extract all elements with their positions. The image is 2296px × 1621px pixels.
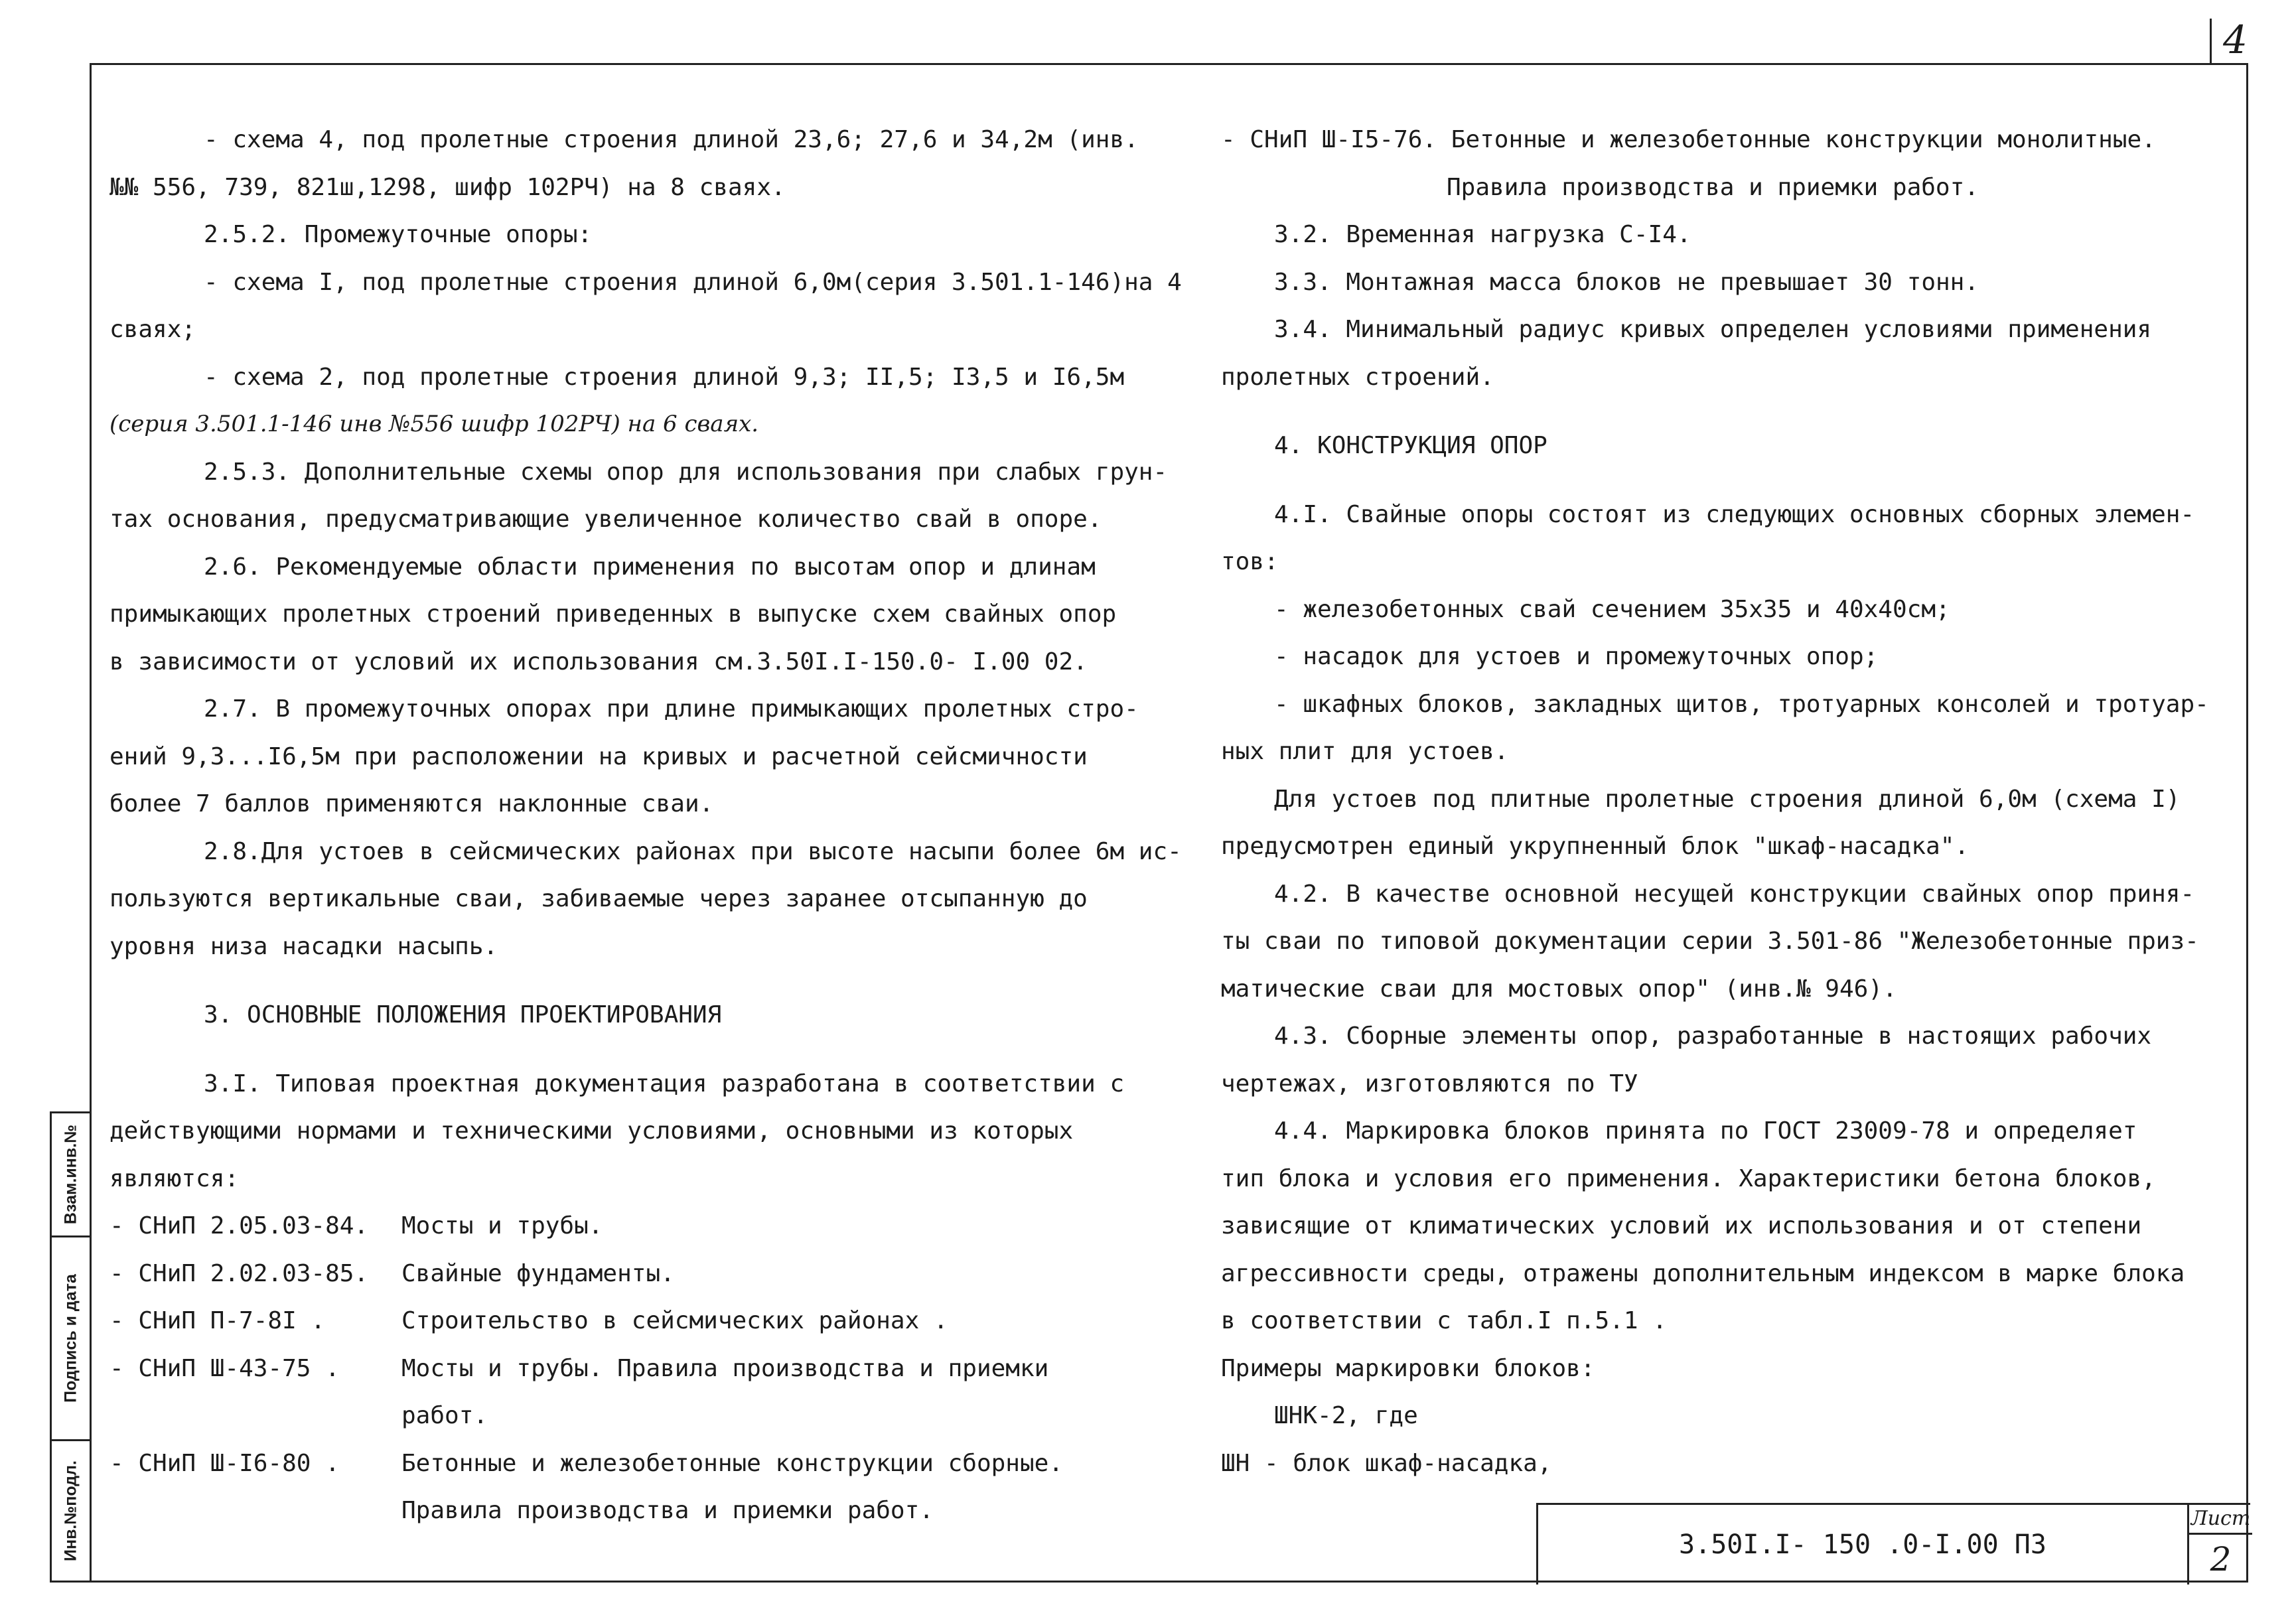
text-line: ений 9,3...I6,5м при расположении на кривых и расчетной сейсмичности: [109, 742, 1088, 770]
snip-list-item: [109, 1392, 1165, 1440]
snip-code: - СНиП Ш-I6-80 .: [109, 1449, 340, 1477]
snip-list-item: [109, 1202, 1165, 1250]
text-line: №№ 556, 739, 821ш,1298, шифр 102РЧ) на 8 сваях.: [109, 173, 786, 201]
frame-top-border: [90, 63, 2248, 65]
text-line: тип блока и условия его применения. Характеристики бетона блоков,: [1221, 1164, 2156, 1192]
text-line: тах основания, предусматривающие увеличенное количество свай в опоре.: [109, 506, 1102, 533]
text-line: 4.2. В качестве основной несущей конструкции свайных опор приня-: [1274, 880, 2195, 908]
snip-code: - СНиП П-7-8I .: [109, 1307, 326, 1334]
snip-list-item: [109, 1250, 1165, 1298]
frame-right-border: [2246, 63, 2248, 1583]
snip-title: Правила производства и приемки работ.: [401, 1497, 934, 1524]
text-line: уровня низа насадки насыпь.: [109, 932, 498, 960]
text-line: 2.8.Для устоев в сейсмических районах при высоте насыпи более 6м ис-: [204, 837, 1182, 865]
text-line: матические сваи для мостовых опор" (инв.№ 946).: [1221, 975, 1897, 1003]
side-label-signature: Подпись и дата: [61, 1274, 80, 1403]
text-line: сваях;: [109, 316, 196, 343]
text-line: 4.I. Свайные опоры состоят из следующих основных сборных элемен-: [1274, 500, 2195, 528]
sheet-label: Лист: [2189, 1505, 2252, 1535]
text-line: 2.5.3. Дополнительные схемы опор для использования при слабых грун-: [204, 458, 1168, 486]
text-line: 3. ОСНОВНЫЕ ПОЛОЖЕНИЯ ПРОЕКТИРОВАНИЯ: [204, 1001, 722, 1028]
text-line: 4.4. Маркировка блоков принята по ГОСТ 23009-78 и определяет: [1274, 1117, 2137, 1145]
snip-title: Мосты и трубы.: [401, 1212, 603, 1239]
text-line: - насадок для устоев и промежуточных опор;: [1274, 643, 1879, 670]
left-text-column: [109, 116, 1182, 1535]
text-line: ШН - блок шкаф-насадка,: [1221, 1449, 1552, 1477]
text-line: - схема 4, под пролетные строения длиной 23,6; 27,6 и 34,2м (инв.: [204, 126, 1139, 153]
side-cell-original: [50, 1439, 90, 1583]
text-line: в зависимости от условий их использования см.3.50I.I-150.0- I.00 02.: [109, 648, 1088, 675]
side-strip: [50, 1111, 90, 1583]
page-number-divider: [2210, 19, 2212, 65]
text-line: - СНиП Ш-I5-76. Бетонные и железобетонные конструкции монолитные.: [1221, 126, 2156, 153]
frame-left-border: [90, 63, 92, 1583]
text-line: 2.7. В промежуточных опорах при длине примыкающих пролетных стро-: [204, 695, 1139, 723]
side-label-original: Инв.№подл.: [61, 1460, 80, 1561]
text-line: 3.4. Минимальный радиус кривых определен условиями применения: [1274, 316, 2152, 343]
snip-list-item: [109, 1487, 1165, 1535]
snip-code: - СНиП 2.02.03-85.: [109, 1259, 369, 1287]
page-number-corner: 4: [2223, 17, 2248, 62]
text-line: - схема 2, под пролетные строения длиной 9,3; II,5; I3,5 и I6,5м: [204, 363, 1125, 391]
snip-list-item: [109, 1440, 1165, 1488]
side-cell-replacement: [50, 1111, 90, 1237]
snip-title: Мосты и трубы. Правила производства и приемки: [401, 1354, 1049, 1382]
snip-title: работ.: [401, 1402, 488, 1429]
text-line: ты сваи по типовой документации серии 3.501-86 "Железобетонные приз-: [1221, 928, 2199, 955]
text-line: 3.I. Типовая проектная документация разработана в соответствии с: [204, 1070, 1125, 1097]
snip-title: Строительство в сейсмических районах .: [401, 1307, 948, 1334]
text-line: в соответствии с табл.I п.5.1 .: [1221, 1307, 1667, 1334]
snip-title: Свайные фундаменты.: [401, 1259, 675, 1287]
text-line: - железобетонных свай сечением 35х35 и 40х40см;: [1274, 595, 1950, 623]
text-line: более 7 баллов применяются наклонные сваи.: [109, 790, 714, 817]
text-line: ШНК-2, где: [1274, 1402, 1418, 1429]
text-line: тов:: [1221, 548, 1279, 575]
snip-title: Бетонные и железобетонные конструкции сборные.: [401, 1449, 1063, 1477]
text-line: чертежах, изготовляются по ТУ: [1221, 1070, 1638, 1097]
text-line: 4. КОНСТРУКЦИЯ ОПОР: [1274, 432, 1547, 459]
text-line: 4.3. Сборные элементы опор, разработанные в настоящих рабочих: [1274, 1022, 2152, 1050]
snip-list-item: [109, 1297, 1165, 1345]
title-block: [1536, 1503, 2250, 1585]
side-cell-signature: [50, 1235, 90, 1441]
snip-code: - СНиП 2.05.03-84.: [109, 1212, 369, 1239]
document-code: 3.50I.I- 150 .0-I.00 ПЗ: [1679, 1529, 2046, 1560]
text-line: агрессивности среды, отражены дополнительным индексом в марке блока: [1221, 1259, 2185, 1287]
text-line: являются:: [109, 1164, 240, 1192]
text-line: предусмотрен единый укрупненный блок "шкаф-насадка".: [1221, 833, 1970, 860]
right-text-column: [1221, 116, 2209, 1487]
text-line: - схема I, под пролетные строения длиной 6,0м(серия 3.501.1-146)на 4: [204, 268, 1182, 296]
text-line: 3.3. Монтажная масса блоков не превышает 30 тонн.: [1274, 268, 1979, 296]
text-line: ных плит для устоев.: [1221, 738, 1509, 765]
side-label-replacement: Взам.инв.№: [61, 1124, 80, 1225]
snip-list-item: [109, 1345, 1165, 1393]
snip-code: [109, 1487, 401, 1535]
text-line: Для устоев под плитные пролетные строения длиной 6,0м (схема I): [1274, 785, 2181, 813]
snip-code: [109, 1392, 401, 1440]
text-line: пользуются вертикальные сваи, забиваемые через заранее отсыпанную до: [109, 885, 1088, 912]
text-line: зависящие от климатических условий их использования и от степени: [1221, 1212, 2142, 1239]
text-line: Правила производства и приемки работ.: [1447, 173, 1979, 201]
sheet-number: 2: [2210, 1540, 2232, 1579]
text-line: (серия 3.501.1-146 инв №556 шифр 102РЧ) на 6 сваях.: [109, 411, 759, 437]
sheet-box: [2187, 1505, 2252, 1585]
text-line: 3.2. Временная нагрузка С-I4.: [1274, 221, 1691, 248]
text-line: пролетных строений.: [1221, 363, 1494, 391]
text-line: примыкающих пролетных строений приведенных в выпуске схем свайных опор: [109, 600, 1117, 628]
text-line: действующими нормами и техническими условиями, основными из которых: [109, 1117, 1074, 1145]
snip-code: - СНиП Ш-43-75 .: [109, 1354, 340, 1382]
text-line: 2.6. Рекомендуемые области применения по высотам опор и длинам: [204, 553, 1096, 581]
text-line: 2.5.2. Промежуточные опоры:: [204, 221, 593, 248]
text-line: Примеры маркировки блоков:: [1221, 1354, 1595, 1382]
text-line: - шкафных блоков, закладных щитов, тротуарных консолей и тротуар-: [1274, 690, 2209, 718]
